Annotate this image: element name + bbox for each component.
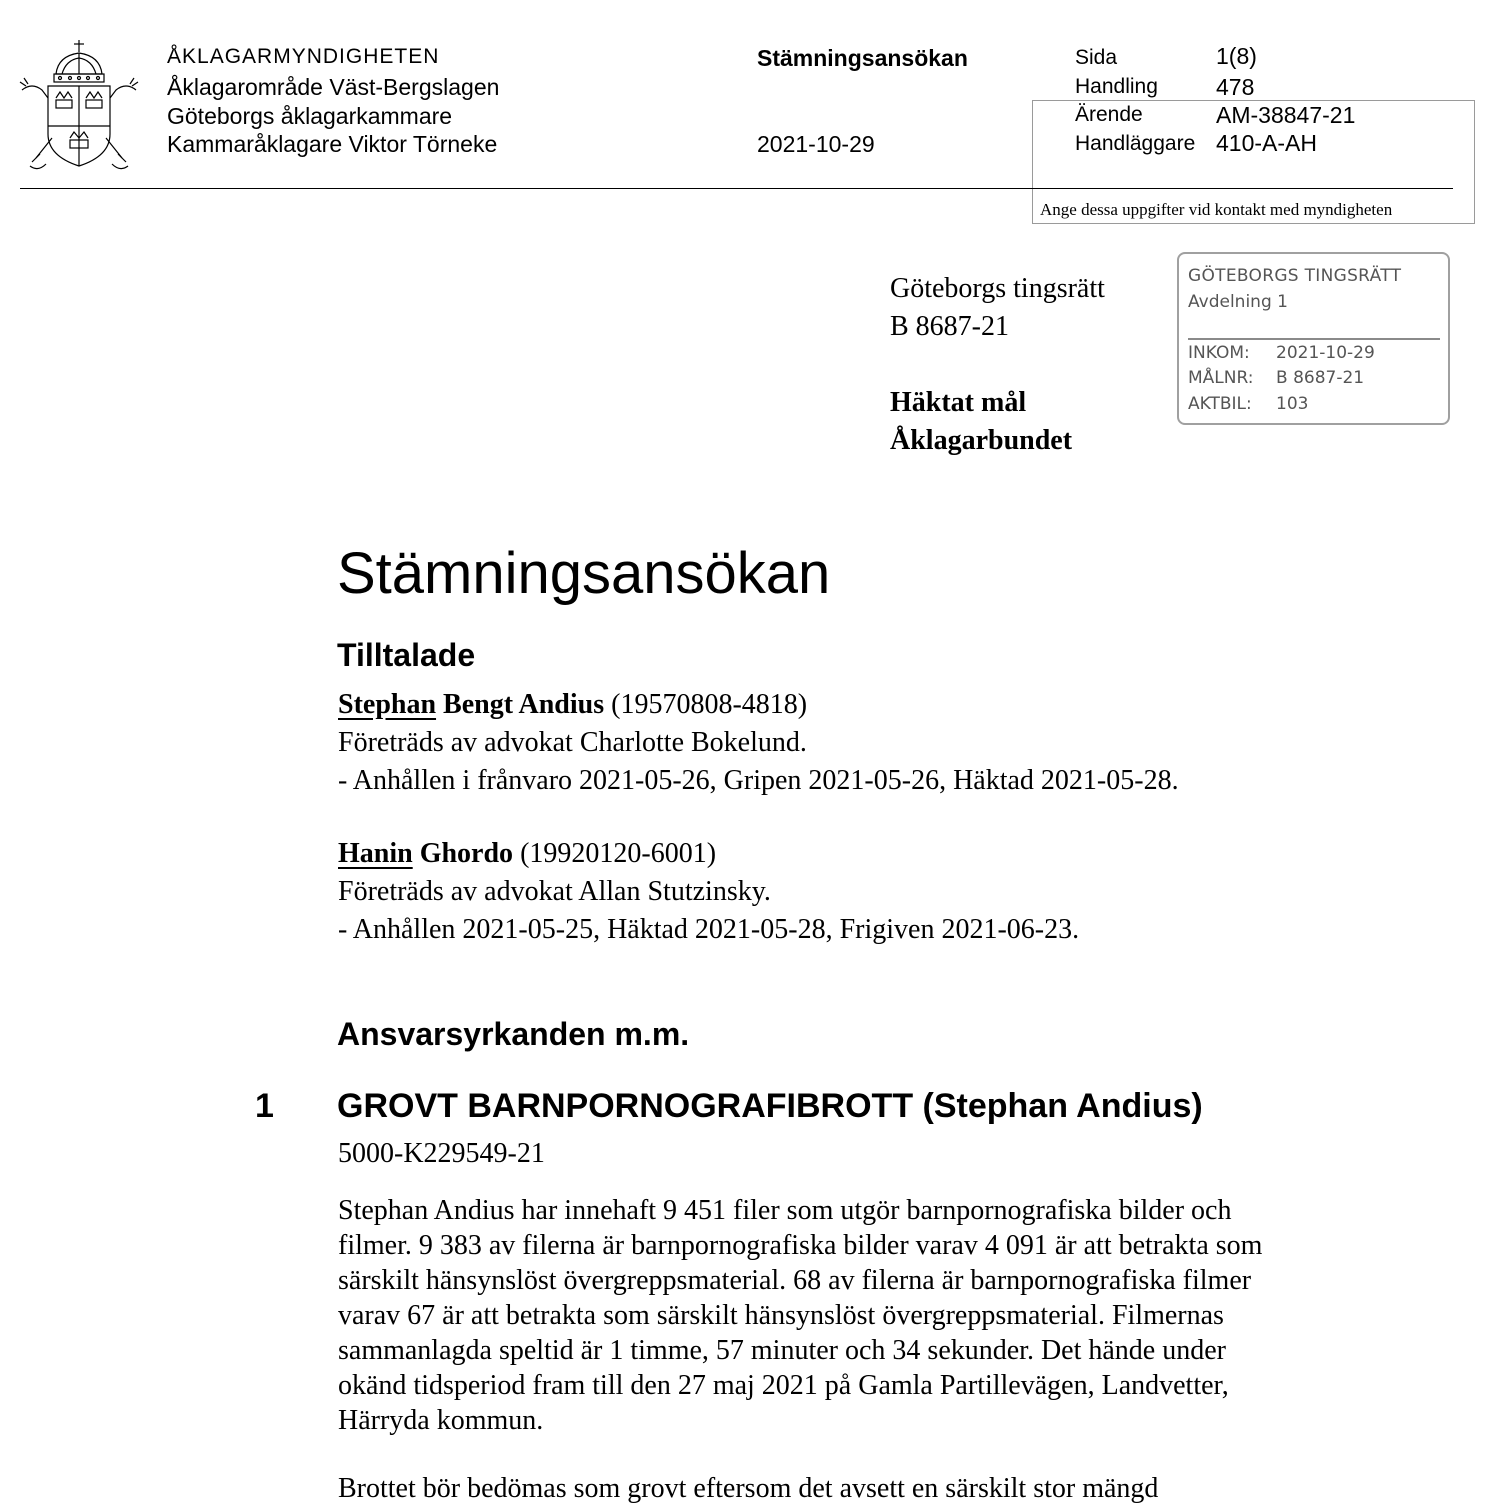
stamp-label-case: MÅLNR: (1188, 368, 1254, 388)
charge-case-number: 5000-K229549-21 (338, 1138, 545, 1169)
stamp-label-received: INKOM: (1188, 343, 1250, 363)
stamp-label-exhibit: AKTBIL: (1188, 394, 1252, 414)
contact-note: Ange dessa uppgifter vid kontakt med myndigheten (1040, 200, 1393, 219)
stamp-divider (1188, 338, 1440, 340)
meta-value-page: 1(8) (1216, 43, 1257, 69)
agency-name: ÅKLAGARMYNDIGHETEN (167, 45, 440, 68)
meta-label-page: Sida (1075, 46, 1118, 69)
document-date: 2021-10-29 (757, 131, 875, 157)
defendant-2-first-name: Hanin (338, 838, 413, 869)
stamp-value-case: B 8687-21 (1276, 368, 1365, 388)
meta-label-case: Ärende (1075, 103, 1143, 126)
charge-number: 1 (255, 1087, 274, 1125)
detention-flag: Häktat mål (890, 387, 1027, 418)
defendant-1-surname: Bengt Andius (436, 689, 605, 720)
court-receipt-stamp (1177, 252, 1450, 425)
page-title: Stämningsansökan (337, 541, 831, 606)
defendants-heading: Tilltalade (337, 637, 476, 673)
stamp-value-received: 2021-10-29 (1276, 343, 1375, 363)
court-case-number: B 8687-21 (890, 311, 1009, 342)
defendant-2-counsel: Företräds av advokat Allan Stutzinsky. (338, 876, 771, 907)
defendant-1-first-name: Stephan (338, 689, 437, 720)
meta-label-document: Handling (1075, 75, 1158, 98)
document-type: Stämningsansökan (757, 45, 968, 71)
charge-description: Stephan Andius har innehaft 9 451 filer som utgör barnpornografiska bilder och filmer. 9 383 av filerna är barnpornografiska bilder varav 4 091 är att betrakta som särskilt hänsynslöst övergreppsmaterial. 68 av filerna är barnpornografiska filmer varav 67 är att betrakta som särskilt hänsynslöst övergreppsmaterial. Filmernas sammanlagda speltid är 1 timme, 57 minuter och 34 sekunder. Det hände under okänd tidsperiod fram till den 27 maj 2021 på Gamla Partillevägen, Landvetter, Härryda kommun. (338, 1195, 1263, 1436)
stamp-value-exhibit: 103 (1276, 394, 1309, 414)
agency-office: Göteborgs åklagarkammare (167, 103, 453, 129)
defendant-1-name-line (338, 686, 807, 724)
defendant-2-status: - Anhållen 2021-05-25, Häktad 2021-05-28, Frigiven 2021-06-23. (338, 914, 1080, 945)
prosecutor-name: Kammaråklagare Viktor Törneke (167, 131, 498, 157)
agency-crest-logo (18, 38, 140, 174)
charge-assessment: Brottet bör bedömas som grovt eftersom det avsett en särskilt stor mängd (338, 1473, 1159, 1504)
meta-value-case: AM-38847-21 (1216, 102, 1356, 128)
claims-heading: Ansvarsyrkanden m.m. (337, 1016, 690, 1052)
charge-title: GROVT BARNPORNOGRAFIBROTT (Stephan Andius) (337, 1087, 1203, 1125)
meta-value-officer: 410-A-AH (1216, 130, 1317, 156)
prosecutor-bound-flag: Åklagarbundet (890, 425, 1073, 456)
meta-label-officer: Handläggare (1075, 132, 1196, 155)
defendant-2-id: (19920120-6001) (513, 838, 717, 869)
header-divider (20, 188, 1453, 189)
stamp-title: GÖTEBORGS TINGSRÄTT (1188, 266, 1402, 286)
defendant-2-name-line (338, 835, 716, 873)
stamp-division: Avdelning 1 (1188, 292, 1288, 312)
defendant-1-status: - Anhållen i frånvaro 2021-05-26, Gripen 2021-05-26, Häktad 2021-05-28. (338, 765, 1179, 796)
court-name: Göteborgs tingsrätt (890, 273, 1105, 304)
defendant-1-counsel: Företräds av advokat Charlotte Bokelund. (338, 727, 807, 758)
agency-region: Åklagarområde Väst-Bergslagen (167, 74, 500, 100)
defendant-1-id: (19570808-4818) (604, 689, 808, 720)
defendant-2-surname: Ghordo (412, 838, 514, 869)
meta-value-document: 478 (1216, 74, 1255, 100)
